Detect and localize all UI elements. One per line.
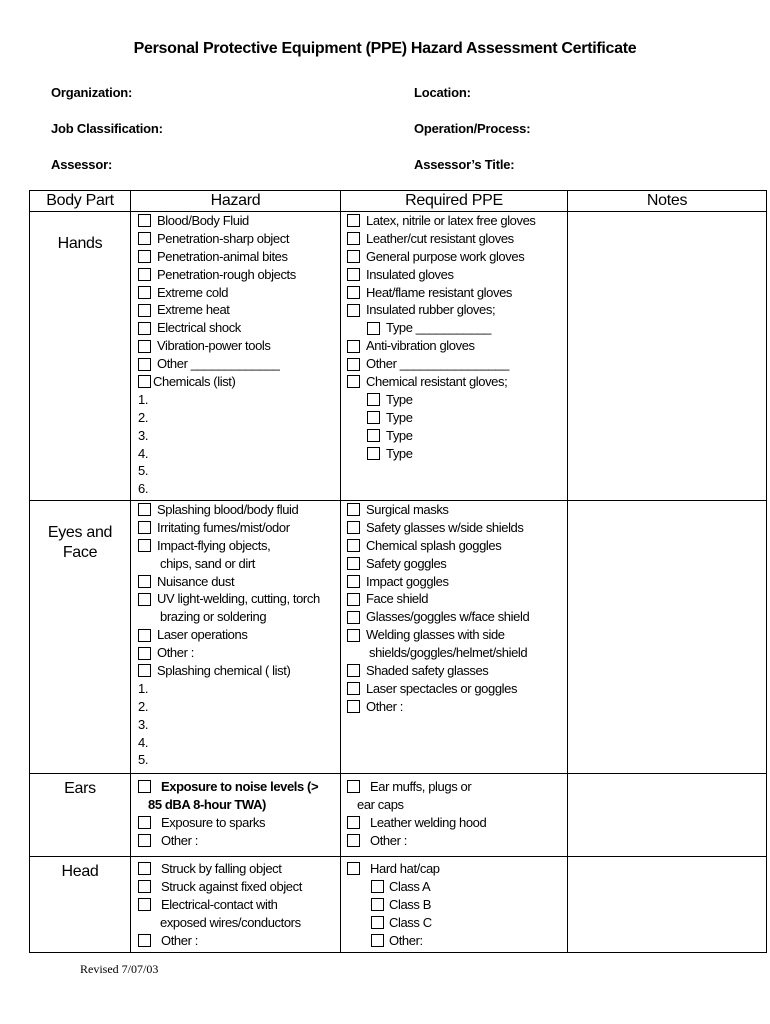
- assessor-title-label: Assessor’s Title:: [414, 157, 515, 172]
- hazard-checkbox[interactable]: [138, 268, 151, 281]
- hazard-checkbox[interactable]: [138, 358, 151, 371]
- form-title: Personal Protective Equipment (PPE) Hazard Assessment Certificate: [133, 40, 637, 57]
- ppe-checkbox[interactable]: [347, 629, 360, 642]
- list-number: 1.: [138, 680, 149, 696]
- body-part-eyes-line1: Eyes and: [47, 524, 113, 541]
- list-item: Struck by falling object: [138, 860, 340, 878]
- list-item: Penetration-sharp object: [138, 230, 340, 248]
- header-required-ppe: Required PPE: [341, 191, 568, 212]
- hazard-cell-eyes: [131, 501, 341, 774]
- list-item: Other :: [138, 932, 340, 950]
- ppe-checkbox[interactable]: [347, 780, 360, 793]
- ppe-checkbox[interactable]: [371, 916, 384, 929]
- notes-cell-hands[interactable]: [568, 212, 767, 501]
- list-item: Laser operations: [138, 626, 340, 644]
- list-number: 6.: [138, 481, 149, 497]
- ppe-checkbox[interactable]: [347, 375, 360, 388]
- hazard-checkbox[interactable]: [138, 934, 151, 947]
- list-item: Electrical-contact with: [138, 896, 340, 914]
- list-number: 1.: [138, 391, 149, 407]
- list-item: Other :: [347, 698, 567, 716]
- hazard-checkbox[interactable]: [138, 862, 151, 875]
- list-item: Irritating fumes/mist/odor: [138, 519, 340, 537]
- hazard-checkbox[interactable]: [138, 647, 151, 660]
- hazard-checkbox[interactable]: [138, 834, 151, 847]
- table-row-head: [30, 857, 767, 953]
- table-row-hands: [30, 212, 767, 501]
- ppe-checkbox[interactable]: [347, 214, 360, 227]
- list-item: Chemical resistant gloves;: [347, 373, 567, 391]
- ppe-checkbox[interactable]: [347, 250, 360, 263]
- hazard-assessment-table: [29, 190, 767, 953]
- list-item: Insulated rubber gloves;: [347, 301, 567, 319]
- ppe-checkbox[interactable]: [347, 700, 360, 713]
- ppe-checkbox[interactable]: [347, 503, 360, 516]
- list-item: Anti-vibration gloves: [347, 337, 567, 355]
- body-part-eyes-face: [30, 501, 131, 774]
- ppe-cell-hands: [341, 212, 568, 501]
- list-number: 2.: [138, 698, 149, 714]
- list-item-continued: 85 dBA 8-hour TWA): [148, 796, 266, 812]
- list-item: Other _____________: [138, 355, 340, 373]
- list-item: Exposure to noise levels (>: [138, 778, 340, 796]
- ppe-checkbox[interactable]: [371, 898, 384, 911]
- list-number: 4.: [138, 445, 149, 461]
- list-item: Face shield: [347, 590, 567, 608]
- ppe-checkbox[interactable]: [371, 934, 384, 947]
- list-item: Hard hat/cap: [347, 860, 567, 878]
- list-item: Shaded safety glasses: [347, 662, 567, 680]
- list-item: Splashing blood/body fluid: [138, 501, 340, 519]
- list-item-continued: exposed wires/conductors: [160, 914, 301, 930]
- hazard-checkbox[interactable]: [138, 880, 151, 893]
- list-item: Nuisance dust: [138, 573, 340, 591]
- ppe-cell-head: [341, 857, 568, 953]
- list-number: 3.: [138, 427, 149, 443]
- list-item: Laser spectacles or goggles: [347, 680, 567, 698]
- location-label: Location:: [414, 85, 471, 100]
- ppe-checkbox[interactable]: [347, 593, 360, 606]
- list-item: Other :: [138, 832, 340, 850]
- ppe-checkbox[interactable]: [367, 447, 380, 460]
- hazard-checkbox[interactable]: [138, 304, 151, 317]
- notes-cell-ears[interactable]: [568, 774, 767, 857]
- hazard-checkbox[interactable]: [138, 664, 151, 677]
- list-item: Vibration-power tools: [138, 337, 340, 355]
- ppe-checkbox[interactable]: [367, 393, 380, 406]
- list-item-continued: shields/goggles/helmet/shield: [369, 645, 528, 661]
- hazard-checkbox[interactable]: [138, 780, 151, 793]
- ppe-checkbox[interactable]: [347, 521, 360, 534]
- list-item: Welding glasses with side: [347, 626, 567, 644]
- hazard-checkbox[interactable]: [138, 232, 151, 245]
- list-item-continued: ear caps: [357, 796, 404, 812]
- table-row-ears: [30, 774, 767, 857]
- notes-cell-head[interactable]: [568, 857, 767, 953]
- ppe-checkbox[interactable]: [347, 286, 360, 299]
- ppe-checkbox[interactable]: [367, 411, 380, 424]
- list-item-continued: chips, sand or dirt: [160, 555, 256, 571]
- list-item: Impact goggles: [347, 573, 567, 591]
- list-item: Type: [347, 391, 567, 409]
- body-part-hands: Hands: [30, 212, 131, 501]
- hazard-checkbox[interactable]: [138, 322, 151, 335]
- list-item: Other :: [138, 644, 340, 662]
- revision-date: Revised 7/07/03: [80, 962, 159, 976]
- list-item: Other ________________: [347, 355, 567, 373]
- ppe-checkbox[interactable]: [347, 539, 360, 552]
- list-item: Impact-flying objects,: [138, 537, 340, 555]
- list-item-continued: brazing or soldering: [160, 609, 267, 625]
- notes-cell-eyes[interactable]: [568, 501, 767, 774]
- list-item: Heat/flame resistant gloves: [347, 284, 567, 302]
- list-item: Ear muffs, plugs or: [347, 778, 567, 796]
- table-row-eyes-face: [30, 501, 767, 774]
- list-number: 3.: [138, 716, 149, 732]
- list-item: Class B: [347, 896, 567, 914]
- list-item: Safety glasses w/side shields: [347, 519, 567, 537]
- hazard-checkbox[interactable]: [138, 375, 151, 388]
- list-item: Other:: [347, 932, 567, 950]
- hazard-cell-head: [131, 857, 341, 953]
- ppe-cell-ears: [341, 774, 568, 857]
- list-number: 5.: [138, 752, 149, 768]
- list-item: Leather welding hood: [347, 814, 567, 832]
- ppe-checkbox[interactable]: [347, 340, 360, 353]
- ppe-checkbox[interactable]: [347, 575, 360, 588]
- list-item: Other :: [347, 832, 567, 850]
- ppe-checkbox[interactable]: [347, 232, 360, 245]
- hazard-checkbox[interactable]: [138, 340, 151, 353]
- list-item: Type: [347, 409, 567, 427]
- hazard-checkbox[interactable]: [138, 593, 151, 606]
- list-item: Leather/cut resistant gloves: [347, 230, 567, 248]
- list-item: Class A: [347, 878, 567, 896]
- list-item: General purpose work gloves: [347, 248, 567, 266]
- ppe-checkbox[interactable]: [347, 268, 360, 281]
- header-body-part: Body Part: [30, 191, 131, 212]
- hazard-checkbox[interactable]: [138, 629, 151, 642]
- body-part-head: Head: [30, 857, 131, 953]
- list-item: Penetration-animal bites: [138, 248, 340, 266]
- hazard-cell-ears: [131, 774, 341, 857]
- list-number: 5.: [138, 463, 149, 479]
- hazard-checkbox[interactable]: [138, 816, 151, 829]
- table-header-row: [30, 191, 767, 212]
- organization-label: Organization:: [51, 85, 133, 100]
- hazard-checkbox[interactable]: [138, 575, 151, 588]
- ppe-checkbox[interactable]: [347, 664, 360, 677]
- list-item: Struck against fixed object: [138, 878, 340, 896]
- list-item: Penetration-rough objects: [138, 266, 340, 284]
- list-item: Splashing chemical ( list): [138, 662, 340, 680]
- list-number: 4.: [138, 734, 149, 750]
- list-item: Insulated gloves: [347, 266, 567, 284]
- operation-process-label: Operation/Process:: [414, 121, 531, 136]
- list-item: Surgical masks: [347, 501, 567, 519]
- list-item: Chemicals (list): [138, 373, 340, 391]
- ppe-checkbox[interactable]: [347, 816, 360, 829]
- list-item: Extreme heat: [138, 301, 340, 319]
- hazard-checkbox[interactable]: [138, 521, 151, 534]
- body-part-eyes-line2: Face: [62, 544, 98, 561]
- ppe-cell-eyes: [341, 501, 568, 774]
- ppe-checkbox[interactable]: [367, 322, 380, 335]
- list-item: Type ___________: [347, 319, 567, 337]
- list-item: Electrical shock: [138, 319, 340, 337]
- list-item: UV light-welding, cutting, torch: [138, 590, 340, 608]
- hazard-cell-hands: [131, 212, 341, 501]
- hazard-checkbox[interactable]: [138, 286, 151, 299]
- assessor-label: Assessor:: [51, 157, 113, 172]
- ppe-checkbox[interactable]: [347, 557, 360, 570]
- list-item: Chemical splash goggles: [347, 537, 567, 555]
- list-item: Blood/Body Fluid: [138, 212, 340, 230]
- hazard-checkbox[interactable]: [138, 539, 151, 552]
- ppe-checkbox[interactable]: [347, 862, 360, 875]
- ppe-checkbox[interactable]: [347, 611, 360, 624]
- hazard-checkbox[interactable]: [138, 898, 151, 911]
- list-item: Exposure to sparks: [138, 814, 340, 832]
- list-item: Latex, nitrile or latex free gloves: [347, 212, 567, 230]
- list-item: Class C: [347, 914, 567, 932]
- list-item: Glasses/goggles w/face shield: [347, 608, 567, 626]
- ppe-checkbox[interactable]: [371, 880, 384, 893]
- ppe-checkbox[interactable]: [347, 358, 360, 371]
- ppe-checkbox[interactable]: [347, 304, 360, 317]
- list-item: Extreme cold: [138, 284, 340, 302]
- hazard-checkbox[interactable]: [138, 250, 151, 263]
- list-item: Type: [347, 427, 567, 445]
- header-hazard: Hazard: [131, 191, 341, 212]
- body-part-ears: Ears: [30, 774, 131, 857]
- list-number: 2.: [138, 409, 149, 425]
- list-item: Safety goggles: [347, 555, 567, 573]
- list-item: Type: [347, 445, 567, 463]
- hazard-checkbox[interactable]: [138, 503, 151, 516]
- ppe-checkbox[interactable]: [367, 429, 380, 442]
- ppe-checkbox[interactable]: [347, 834, 360, 847]
- hazard-checkbox[interactable]: [138, 214, 151, 227]
- job-classification-label: Job Classification:: [51, 121, 163, 136]
- header-notes: Notes: [568, 191, 767, 212]
- ppe-checkbox[interactable]: [347, 682, 360, 695]
